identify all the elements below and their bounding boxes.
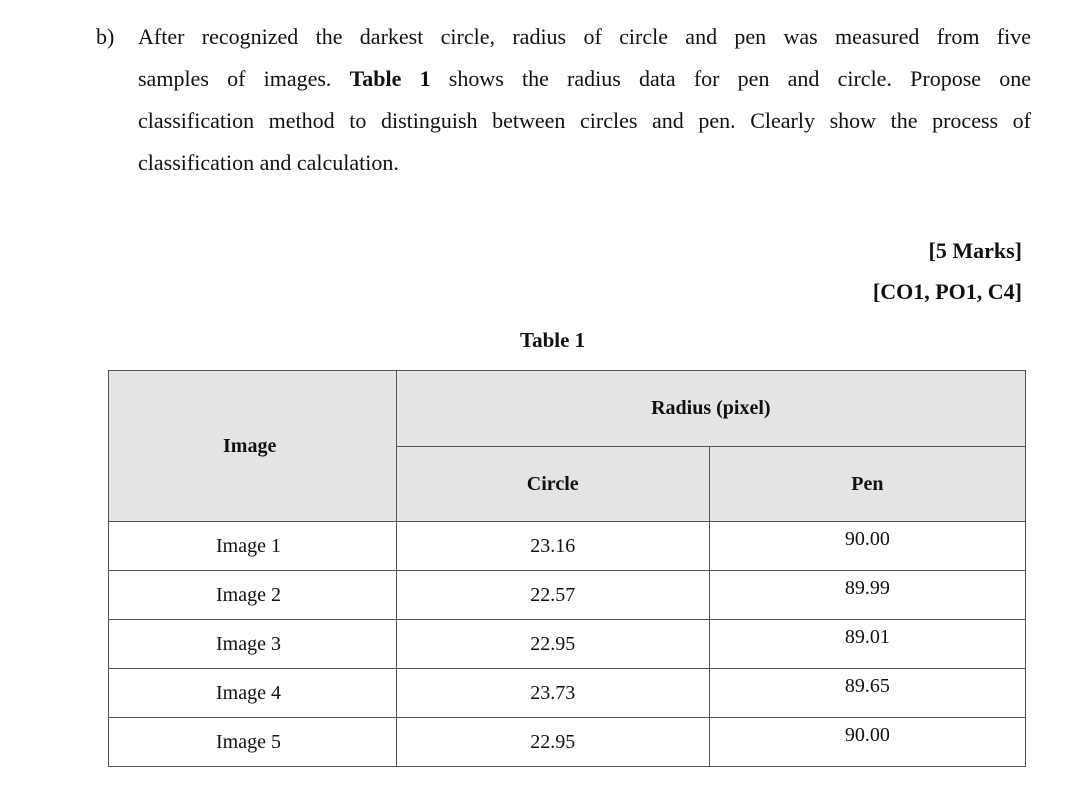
question-text [138, 16, 1031, 184]
cell-image: Image 1 [109, 522, 397, 571]
table-row [109, 718, 1026, 767]
cell-circle: 23.73 [396, 669, 709, 718]
question-line-4: classification and calculation. [138, 150, 399, 175]
header-image [109, 371, 397, 522]
cell-image: Image 5 [109, 718, 397, 767]
question-line-3: classification method to distinguish between circles and pen. Clearly show the process of [138, 108, 1031, 133]
cell-pen: 89.99 [709, 571, 1025, 620]
cell-circle: 23.16 [396, 522, 709, 571]
table-caption: Table 1 [520, 328, 586, 352]
marks-block [873, 230, 1022, 312]
header-circle: Circle [396, 447, 709, 522]
question-text-segment: samples of images. [138, 66, 350, 91]
question-block [96, 16, 1031, 184]
question-text-segment: shows the radius data for pen and circle. Propose one [430, 66, 1031, 91]
marks-score: [5 Marks] [928, 238, 1022, 263]
question-line-1: After recognized the darkest circle, radius of circle and pen was measured from five [138, 24, 1031, 49]
header-image-label: Image [223, 434, 277, 457]
cell-image: Image 2 [109, 571, 397, 620]
cell-circle: 22.57 [396, 571, 709, 620]
question-line-2 [138, 58, 1031, 100]
cell-pen: 90.00 [709, 522, 1025, 571]
radius-table [108, 370, 1026, 767]
cell-image: Image 3 [109, 620, 397, 669]
cell-pen: 90.00 [709, 718, 1025, 767]
marks-outcomes: [CO1, PO1, C4] [872, 279, 1022, 304]
table-row [109, 571, 1026, 620]
cell-circle: 22.95 [396, 620, 709, 669]
header-radius: Radius (pixel) [396, 371, 1025, 447]
cell-pen: 89.01 [709, 620, 1025, 669]
table-row [109, 522, 1026, 571]
cell-image: Image 4 [109, 669, 397, 718]
table-row [109, 620, 1026, 669]
header-pen: Pen [709, 447, 1025, 522]
table-row [109, 669, 1026, 718]
cell-circle: 22.95 [396, 718, 709, 767]
question-label: b) [96, 24, 115, 49]
cell-pen: 89.65 [709, 669, 1025, 718]
table-reference: Table 1 [349, 66, 431, 91]
